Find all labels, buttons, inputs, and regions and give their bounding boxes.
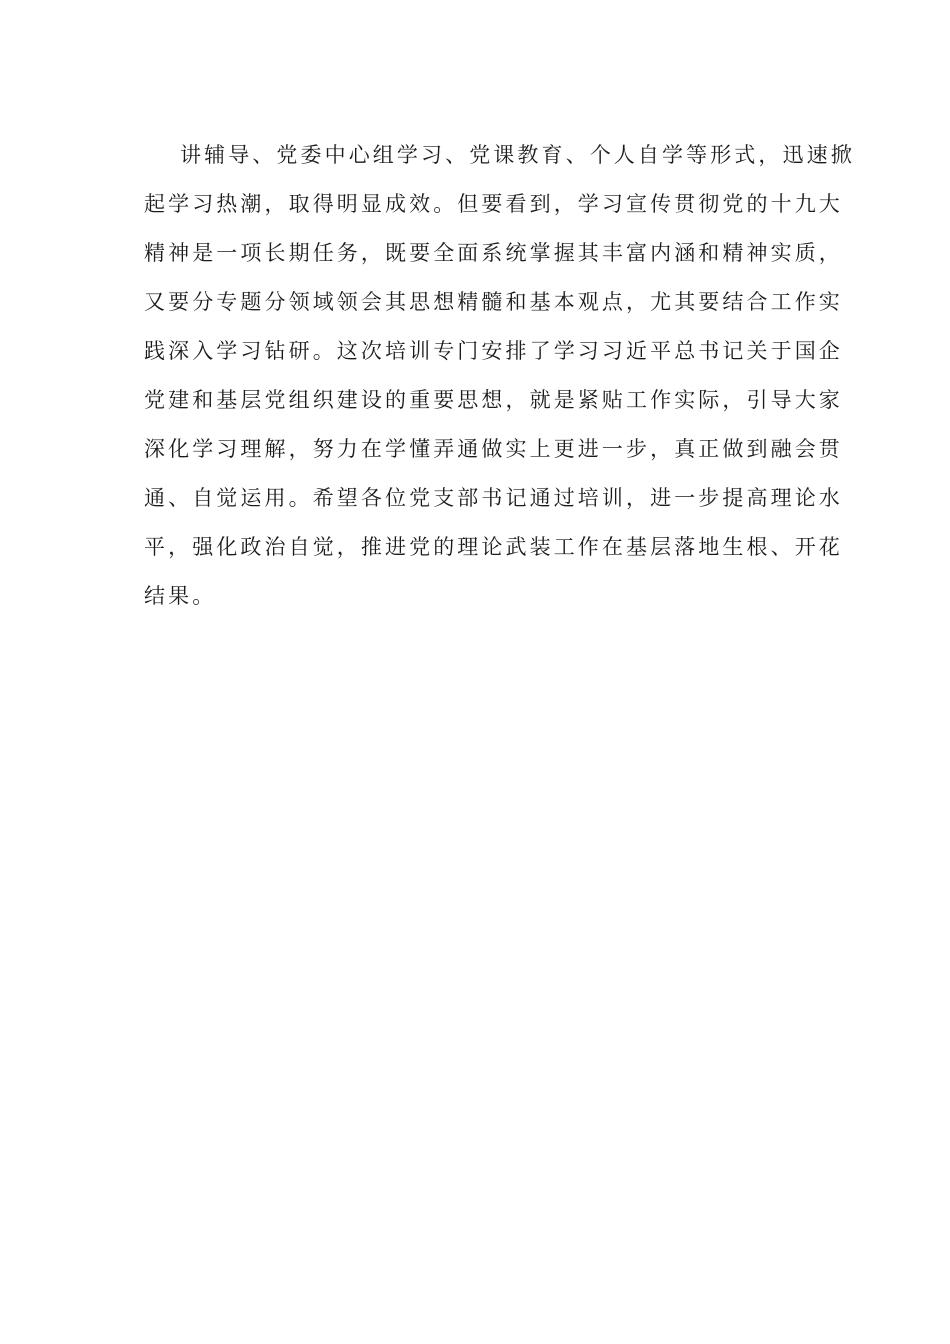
- paragraph-line: 深化学习理解，努力在学懂弄通做实上更进一步，真正做到融会贯: [144, 437, 843, 461]
- paragraph-line: 通、自觉运用。希望各位党支部书记通过培训，进一步提高理论水: [144, 486, 843, 510]
- paragraph-line: 践深入学习钻研。这次培训专门安排了学习习近平总书记关于国企: [144, 339, 843, 363]
- body-paragraph: [144, 131, 855, 621]
- paragraph-line: 讲辅导、党委中心组学习、党课教育、个人自学等形式，迅速掀: [180, 143, 855, 167]
- paragraph-line: 党建和基层党组织建设的重要思想，就是紧贴工作实际，引导大家: [144, 388, 843, 412]
- paragraph-line: 精神是一项长期任务，既要全面系统掌握其丰富内涵和精神实质，: [144, 241, 843, 265]
- paragraph-line: 结果。: [144, 584, 217, 608]
- paragraph-line: 又要分专题分领域领会其思想精髓和基本观点，尤其要结合工作实: [144, 290, 843, 314]
- paragraph-line: 平，强化政治自觉，推进党的理论武装工作在基层落地生根、开花: [144, 535, 843, 559]
- paragraph-line: 起学习热潮，取得明显成效。但要看到，学习宣传贯彻党的十九大: [144, 192, 843, 216]
